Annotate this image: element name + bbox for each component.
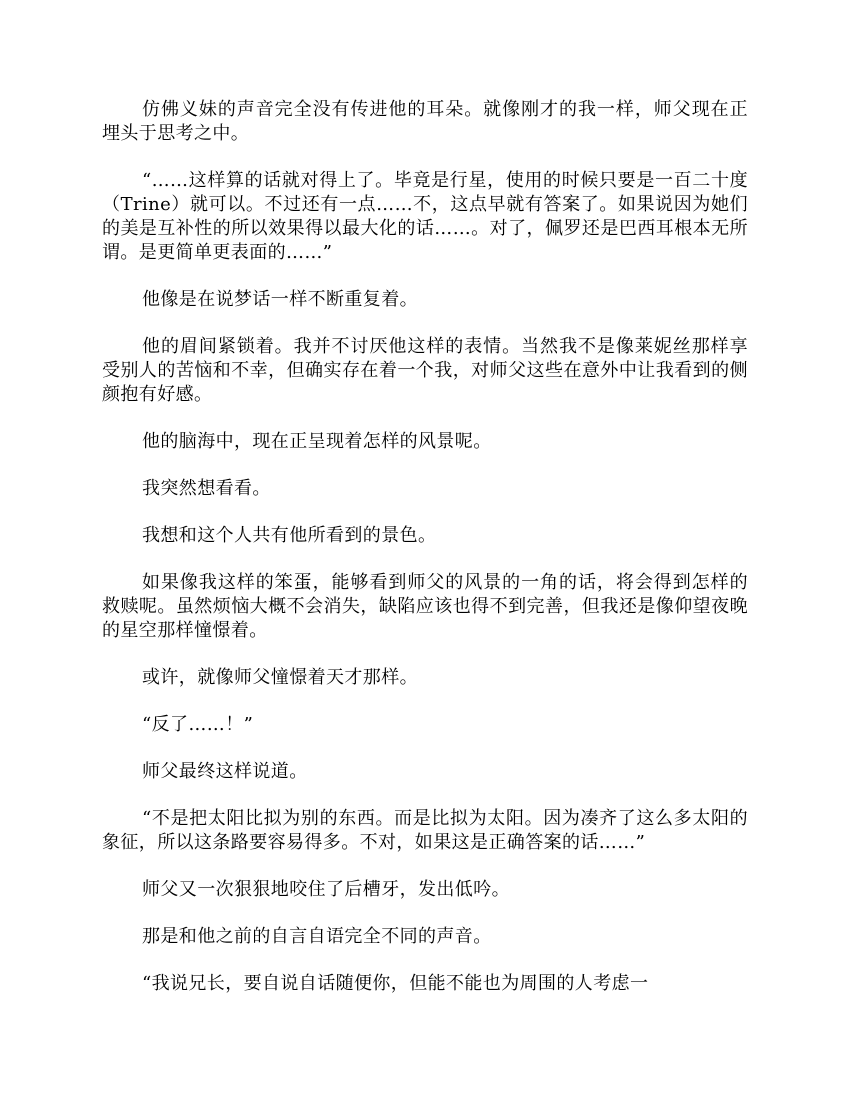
paragraph: 仿佛义妹的声音完全没有传进他的耳朵。就像刚才的我一样，师父现在正埋头于思考之中。: [102, 99, 748, 144]
paragraph: “反了……！”: [142, 714, 254, 735]
paragraph: 我突然想看看。: [142, 478, 271, 499]
paragraph: “不是把太阳比拟为别的东西。而是比拟为太阳。因为凑齐了这么多太阳的象征，所以这条路要容易得多。不对，如果这是正确答案的话……”: [102, 808, 748, 853]
paragraph: 我想和这个人共有他所看到的景色。: [142, 525, 437, 546]
paragraph: 他的眉间紧锁着。我并不讨厌他这样的表情。当然我不是像莱妮丝那样享受别人的苦恼和不幸，但确实存在着一个我，对师父这些在意外中让我看到的侧颜抱有好感。: [102, 336, 748, 405]
document-body: [102, 98, 748, 1019]
paragraph: 那是和他之前的自言自语完全不同的声音。: [142, 926, 492, 947]
paragraph: “我说兄长，要自说自话随便你，但能不能也为周围的人考虑一: [142, 973, 649, 994]
paragraph: 他的脑海中，现在正呈现着怎样的风景呢。: [142, 431, 492, 452]
paragraph: 他像是在说梦话一样不断重复着。: [142, 289, 418, 310]
paragraph: 或许，就像师父憧憬着天才那样。: [142, 667, 418, 688]
paragraph: “……这样算的话就对得上了。毕竟是行星，使用的时候只要是一百二十度（Trine）就可以。不过还有一点……不，这点早就有答案了。如果说因为她们的美是互补性的所以效果得以最大化的话……。对了，佩罗还是巴西耳根本无所谓。是更简单更表面的……”: [102, 170, 748, 263]
paragraph: 师父又一次狠狠地咬住了后槽牙，发出低吟。: [142, 879, 510, 900]
paragraph: 如果像我这样的笨蛋，能够看到师父的风景的一角的话，将会得到怎样的救赎呢。虽然烦恼大概不会消失，缺陷应该也得不到完善，但我还是像仰望夜晚的星空那样憧憬着。: [102, 572, 748, 641]
paragraph: 师父最终这样说道。: [142, 761, 308, 782]
